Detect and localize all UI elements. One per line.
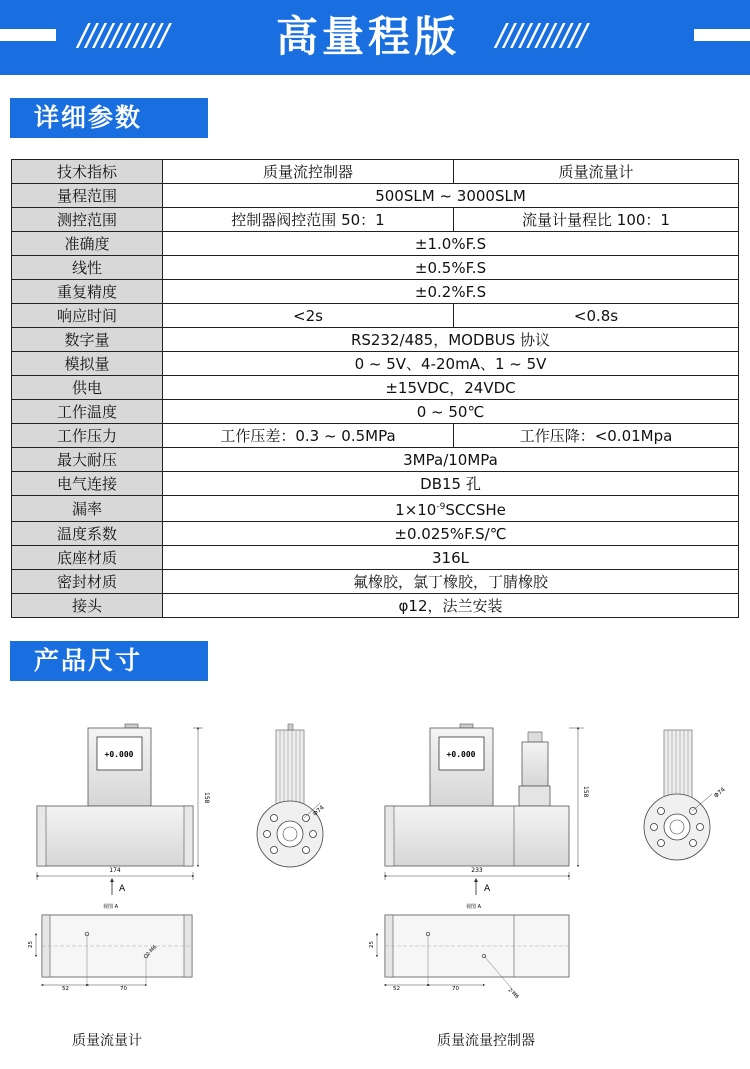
table-row bbox=[12, 594, 739, 618]
header-banner bbox=[0, 0, 750, 75]
shared-value-cell: ±0.5%F.S bbox=[163, 256, 739, 280]
table-row bbox=[12, 522, 739, 546]
table-row bbox=[12, 546, 739, 570]
meter-side-view bbox=[257, 724, 326, 867]
header-col-meter: 质量流量计 bbox=[454, 160, 739, 184]
controller-dim-25: 25 bbox=[369, 941, 375, 948]
shared-value-cell: 0 ~ 50℃ bbox=[163, 400, 739, 424]
param-name-cell: 量程范围 bbox=[12, 184, 163, 208]
controller-front-view bbox=[385, 724, 589, 910]
shared-value-cell: 0 ~ 5V、4-20mA、1 ~ 5V bbox=[163, 352, 739, 376]
meter-height-dim: 158 bbox=[203, 792, 210, 804]
caption-controller: 质量流量控制器 bbox=[437, 1033, 535, 1049]
header-col-controller: 质量流控制器 bbox=[163, 160, 454, 184]
caption-meter: 质量流量计 bbox=[72, 1033, 142, 1049]
shared-value-cell: φ12，法兰安装 bbox=[163, 594, 739, 618]
meter-bottom-view bbox=[28, 915, 192, 992]
value-exponent: -9 bbox=[436, 502, 446, 512]
table-row bbox=[12, 376, 739, 400]
table-row bbox=[12, 184, 739, 208]
param-name-cell: 漏率 bbox=[12, 496, 163, 522]
table-row bbox=[12, 448, 739, 472]
meter-thread-label: 2-M6 bbox=[145, 944, 159, 958]
param-name-cell: 底座材质 bbox=[12, 546, 163, 570]
param-name-cell: 供电 bbox=[12, 376, 163, 400]
controller-dim-52: 52 bbox=[393, 986, 400, 992]
meter-arrow-label: A bbox=[119, 884, 126, 894]
table-row bbox=[12, 352, 739, 376]
shared-value-cell bbox=[163, 496, 739, 522]
table-row bbox=[12, 570, 739, 594]
meter-value-cell: 流量计量程比 100：1 bbox=[454, 208, 739, 232]
banner-left-bar bbox=[0, 29, 56, 41]
meter-dim-70: 70 bbox=[120, 986, 127, 992]
banner-right-bar bbox=[694, 29, 750, 41]
section-title-dims: 产品尺寸 bbox=[10, 641, 208, 681]
param-name-cell: 最大耐压 bbox=[12, 448, 163, 472]
table-row bbox=[12, 304, 739, 328]
controller-value-cell: <2s bbox=[163, 304, 454, 328]
shared-value-cell: 3MPa/10MPa bbox=[163, 448, 739, 472]
controller-thread-label: 2-M6 bbox=[506, 987, 520, 1001]
spec-table-body bbox=[12, 160, 739, 618]
meter-dim-25: 25 bbox=[28, 941, 34, 948]
shared-value-cell: ±0.025%F.S/℃ bbox=[163, 522, 739, 546]
display-value: +0.000 bbox=[104, 750, 134, 759]
meter-view-label: 视图 A bbox=[103, 904, 119, 910]
table-row bbox=[12, 472, 739, 496]
param-name-cell: 响应时间 bbox=[12, 304, 163, 328]
meter-flange-dim: Φ74 bbox=[311, 804, 326, 818]
shared-value-cell: ±1.0%F.S bbox=[163, 232, 739, 256]
controller-display-value: +0.000 bbox=[446, 750, 476, 759]
spec-table bbox=[11, 159, 739, 618]
dimension-drawings bbox=[0, 700, 750, 1069]
drawings-svg bbox=[0, 700, 750, 1069]
controller-value-cell: 控制器阀控范围 50：1 bbox=[163, 208, 454, 232]
param-name-cell: 测控范围 bbox=[12, 208, 163, 232]
param-name-cell: 接头 bbox=[12, 594, 163, 618]
param-name-cell: 数字量 bbox=[12, 328, 163, 352]
meter-front-view bbox=[37, 724, 210, 910]
shared-value-cell: ±15VDC，24VDC bbox=[163, 376, 739, 400]
param-name-cell: 线性 bbox=[12, 256, 163, 280]
param-name-cell: 密封材质 bbox=[12, 570, 163, 594]
table-header-row bbox=[12, 160, 739, 184]
page-title: 高量程版 bbox=[275, 12, 460, 61]
shared-value-cell: 氟橡胶，氯丁橡胶，丁腈橡胶 bbox=[163, 570, 739, 594]
controller-arrow-label: A bbox=[484, 884, 491, 894]
table-row bbox=[12, 496, 739, 522]
shared-value-cell: 500SLM ~ 3000SLM bbox=[163, 184, 739, 208]
meter-value-cell: 工作压降：<0.01Mpa bbox=[454, 424, 739, 448]
table-row bbox=[12, 400, 739, 424]
table-row bbox=[12, 256, 739, 280]
shared-value-cell: ±0.2%F.S bbox=[163, 280, 739, 304]
section-title-params: 详细参数 bbox=[10, 98, 208, 138]
controller-dim-70: 70 bbox=[452, 986, 459, 992]
controller-value-cell: 工作压差：0.3 ~ 0.5MPa bbox=[163, 424, 454, 448]
controller-flange-dim: Φ74 bbox=[712, 786, 727, 800]
controller-view-label: 视图 A bbox=[466, 904, 482, 910]
param-name-cell: 准确度 bbox=[12, 232, 163, 256]
shared-value-cell: 316L bbox=[163, 546, 739, 570]
value-suffix: SCCSHe bbox=[445, 501, 506, 519]
meter-value-cell: <0.8s bbox=[454, 304, 739, 328]
controller-width-dim: 233 bbox=[471, 867, 483, 874]
shared-value-cell: DB15 孔 bbox=[163, 472, 739, 496]
param-name-cell: 模拟量 bbox=[12, 352, 163, 376]
controller-height-dim: 158 bbox=[582, 786, 589, 798]
header-param: 技术指标 bbox=[12, 160, 163, 184]
param-name-cell: 工作压力 bbox=[12, 424, 163, 448]
banner-right-slashes: /////////// bbox=[496, 18, 586, 53]
param-name-cell: 电气连接 bbox=[12, 472, 163, 496]
param-name-cell: 温度系数 bbox=[12, 522, 163, 546]
table-row bbox=[12, 424, 739, 448]
meter-width-dim: 174 bbox=[109, 867, 121, 874]
table-row bbox=[12, 328, 739, 352]
controller-bottom-view bbox=[369, 915, 569, 1000]
value-prefix: 1×10 bbox=[395, 501, 437, 519]
meter-dim-52: 52 bbox=[62, 986, 69, 992]
banner-left-slashes: /////////// bbox=[78, 18, 168, 53]
controller-side-view bbox=[644, 730, 727, 860]
param-name-cell: 工作温度 bbox=[12, 400, 163, 424]
param-name-cell: 重复精度 bbox=[12, 280, 163, 304]
shared-value-cell: RS232/485，MODBUS 协议 bbox=[163, 328, 739, 352]
table-row bbox=[12, 280, 739, 304]
table-row bbox=[12, 232, 739, 256]
table-row bbox=[12, 208, 739, 232]
